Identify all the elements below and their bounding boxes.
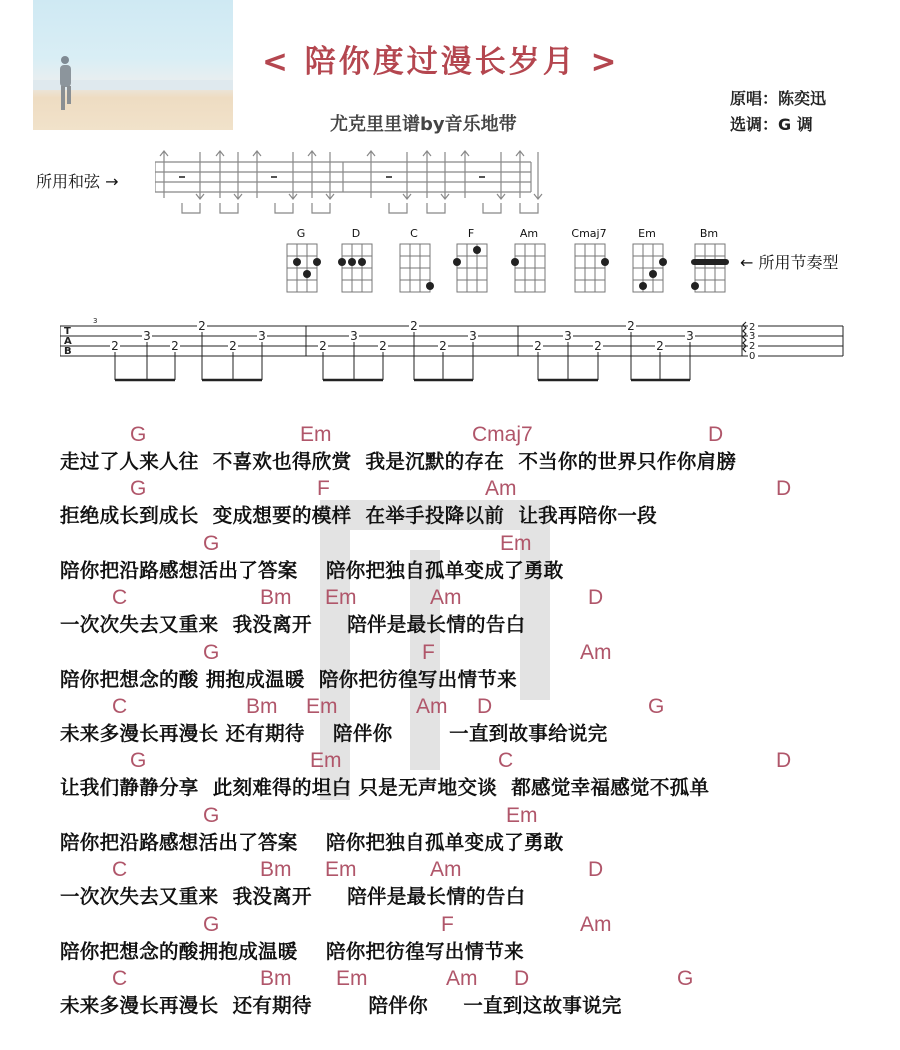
rhythm-used-label: ← 所用节奏型 bbox=[740, 253, 839, 272]
original-singer-label: 原唱： bbox=[730, 89, 779, 108]
svg-text:2: 2 bbox=[534, 339, 542, 353]
strum-pattern-staff bbox=[155, 150, 555, 220]
key-label: 选调： bbox=[730, 115, 779, 134]
chord-name: Am bbox=[519, 227, 539, 240]
lyric-text: 陪你把想念的酸 拥抱成温暖 陪你把彷徨写出情节来 bbox=[60, 667, 517, 691]
chord-label: Am bbox=[485, 477, 517, 501]
lyric-text: 未来多漫长再漫长 还有期待 陪伴你 一直到这故事说完 bbox=[60, 993, 622, 1017]
chord-label: Am bbox=[446, 966, 478, 990]
chord-label: G bbox=[130, 477, 147, 501]
chord-label: Am bbox=[580, 640, 612, 664]
running-person-figure bbox=[55, 55, 75, 113]
chord-label: Em bbox=[325, 586, 357, 610]
chord-label: D bbox=[776, 749, 792, 773]
chord-label: C bbox=[498, 749, 514, 773]
lyric-text: 一次次失去又重来 我没离开 陪伴是最长情的告白 bbox=[60, 613, 526, 637]
chord-label: Em bbox=[300, 423, 332, 446]
svg-text:T: T bbox=[64, 326, 71, 337]
chord-label: Bm bbox=[260, 858, 292, 882]
svg-text:3: 3 bbox=[469, 329, 477, 343]
original-singer-row bbox=[730, 86, 826, 109]
chord-label: G bbox=[130, 423, 147, 446]
chord-label: G bbox=[203, 640, 220, 664]
chord-name: G bbox=[296, 227, 306, 240]
svg-text:3: 3 bbox=[143, 329, 151, 343]
lyric-text: 一次次失去又重来 我没离开 陪伴是最长情的告白 bbox=[60, 885, 526, 909]
chord-label: Cmaj7 bbox=[472, 423, 533, 446]
svg-text:2: 2 bbox=[749, 341, 756, 352]
lyric-text: 走过了人来人往 不喜欢也得欣赏 我是沉默的存在 不当你的世界只作你肩膀 bbox=[60, 450, 737, 473]
chord-diagram-d bbox=[338, 227, 382, 300]
svg-text:2: 2 bbox=[319, 339, 327, 353]
chord-diagram-am bbox=[511, 227, 555, 300]
chord-diagram-f bbox=[453, 227, 497, 300]
chord-label: Am bbox=[416, 694, 448, 718]
chord-name: F bbox=[467, 227, 475, 240]
svg-text:3: 3 bbox=[258, 329, 266, 343]
song-key: G 调 bbox=[778, 115, 813, 134]
fretboard-g bbox=[283, 240, 323, 296]
svg-text:2: 2 bbox=[379, 339, 387, 353]
chord-diagram-c bbox=[396, 227, 440, 300]
fretboard-am bbox=[511, 240, 551, 296]
svg-text:3: 3 bbox=[350, 329, 358, 343]
chord-label: Bm bbox=[260, 586, 292, 610]
chord-diagram-bm bbox=[691, 227, 735, 300]
svg-text:0: 0 bbox=[749, 351, 756, 362]
tab-staff bbox=[60, 318, 850, 388]
original-singer: 陈奕迅 bbox=[778, 89, 827, 108]
svg-text:2: 2 bbox=[410, 319, 418, 333]
chord-name: Em bbox=[638, 227, 656, 240]
chord-label: C bbox=[112, 966, 128, 990]
chord-label: F bbox=[441, 912, 454, 936]
lyric-text: 拒绝成长到成长 变成想要的模样 在举手投降以前 让我再陪你一段 bbox=[60, 504, 657, 528]
chord-diagram-em bbox=[629, 227, 673, 300]
chord-label: D bbox=[588, 586, 604, 610]
svg-text:2: 2 bbox=[171, 339, 179, 353]
chord-label: G bbox=[203, 912, 220, 936]
chord-label: G bbox=[648, 694, 665, 718]
chord-label: Em bbox=[325, 858, 357, 882]
chord-name: C bbox=[410, 227, 418, 240]
chord-label: G bbox=[203, 803, 220, 827]
chord-name: Cmaj7 bbox=[571, 227, 607, 240]
chord-label: D bbox=[588, 858, 604, 882]
svg-text:3: 3 bbox=[564, 329, 572, 343]
final-chord-fret: 2 bbox=[749, 322, 756, 333]
lyric-text: 未来多漫长再漫长 还有期待 陪伴你 一直到故事给说完 bbox=[60, 721, 608, 745]
chord-label: F bbox=[422, 640, 435, 664]
chord-label: D bbox=[708, 423, 724, 446]
fretboard-cmaj7 bbox=[571, 240, 611, 296]
chord-label: Bm bbox=[260, 966, 292, 990]
fretboard-c bbox=[396, 240, 436, 296]
svg-text:2: 2 bbox=[439, 339, 447, 353]
chord-label: D bbox=[477, 694, 493, 718]
cover-image bbox=[33, 0, 233, 130]
chord-label: D bbox=[514, 966, 530, 990]
svg-text:2: 2 bbox=[229, 339, 237, 353]
chord-diagram-g bbox=[283, 227, 327, 300]
svg-text:3: 3 bbox=[93, 318, 98, 325]
chord-label: Em bbox=[336, 966, 368, 990]
chord-label: Bm bbox=[246, 694, 278, 718]
chord-label: Em bbox=[506, 803, 538, 827]
svg-text:2: 2 bbox=[594, 339, 602, 353]
svg-text:2: 2 bbox=[198, 319, 206, 333]
chord-label: G bbox=[203, 531, 220, 555]
svg-text:2: 2 bbox=[656, 339, 664, 353]
chord-label: Am bbox=[430, 858, 462, 882]
chord-label: C bbox=[112, 858, 128, 882]
svg-text:2: 2 bbox=[627, 319, 635, 333]
chord-label: G bbox=[677, 966, 694, 990]
fretboard-bm bbox=[691, 240, 735, 296]
svg-text:2: 2 bbox=[111, 339, 119, 353]
song-title: < 陪你度过漫长岁月 > bbox=[262, 44, 620, 80]
lyric-text: 让我们静静分享 此刻难得的坦白 只是无声地交谈 都感觉幸福感觉不孤单 bbox=[60, 776, 710, 800]
chord-label: C bbox=[112, 586, 128, 610]
chord-label: D bbox=[776, 477, 792, 501]
chord-label: Am bbox=[430, 586, 462, 610]
tab-author: 尤克里里谱by音乐地带 bbox=[330, 114, 517, 135]
chord-diagram-cmaj7 bbox=[571, 227, 615, 300]
chord-label: Em bbox=[306, 694, 338, 718]
svg-text:3: 3 bbox=[686, 329, 694, 343]
chord-name: Bm bbox=[699, 227, 719, 240]
chords-used-label: 所用和弦 → bbox=[36, 172, 119, 191]
chord-label: Am bbox=[580, 912, 612, 936]
chord-name: D bbox=[351, 227, 361, 240]
chord-label: F bbox=[317, 477, 330, 501]
chord-label: C bbox=[112, 694, 128, 718]
chord-label: Em bbox=[310, 749, 342, 773]
chord-label: G bbox=[130, 749, 147, 773]
lyric-text: 陪你把沿路感想活出了答案 陪你把独自孤单变成了勇敢 bbox=[60, 558, 564, 582]
lyric-text: 陪你把沿路感想活出了答案 陪你把独自孤单变成了勇敢 bbox=[60, 830, 564, 854]
key-row bbox=[730, 112, 813, 135]
fretboard-d bbox=[338, 240, 378, 296]
svg-text:A: A bbox=[64, 336, 72, 347]
lyric-text: 陪你把想念的酸拥抱成温暖 陪你把彷徨写出情节来 bbox=[60, 939, 524, 963]
fretboard-em bbox=[629, 240, 669, 296]
chord-label: Em bbox=[500, 531, 532, 555]
svg-text:B: B bbox=[64, 346, 72, 357]
svg-text:3: 3 bbox=[749, 331, 756, 342]
fretboard-f bbox=[453, 240, 493, 296]
